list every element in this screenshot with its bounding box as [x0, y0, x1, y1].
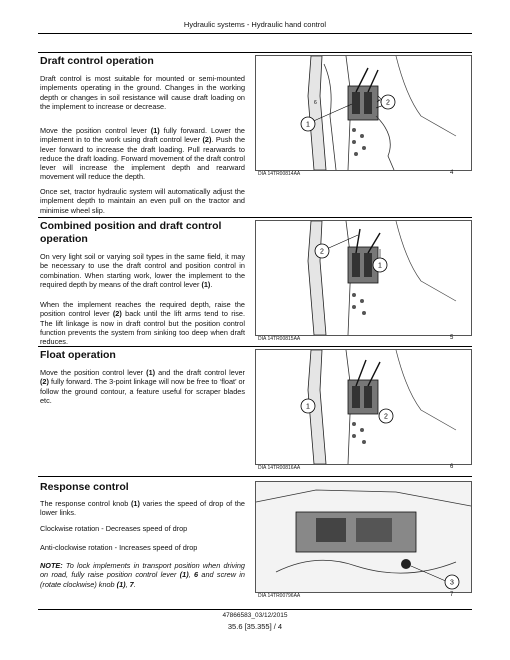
section-rule	[38, 217, 472, 218]
figure-6-float-levers	[255, 349, 472, 465]
section-title-combined: Combined position and draft control operation	[40, 220, 222, 245]
figure-caption: DIA 14TR00815AA	[258, 336, 301, 342]
page-header: Hydraulic systems - Hydraulic hand control	[183, 20, 327, 29]
section-title-float: Float operation	[40, 349, 116, 361]
figure-number: 6	[450, 464, 454, 470]
callout-1	[301, 399, 315, 413]
figure-caption: DIA 14TR00816AA	[258, 465, 301, 471]
callout-3	[445, 575, 459, 589]
figure-7-response-knob	[255, 481, 472, 593]
float-paragraph-1: Move the position control lever (1) and the draft control lever (2) fully forward. The 3-point linkage will now be free to ‘float’ or follow the ground contour, a feature useful for scraper blades etc.	[40, 368, 245, 405]
page-number: 35.6 [35.355] / 4	[227, 622, 283, 631]
svg-text:6: 6	[314, 100, 317, 106]
footer-rule	[38, 609, 472, 610]
section-rule	[38, 346, 472, 347]
header-rule	[38, 33, 472, 34]
figure-number: 5	[450, 335, 454, 341]
callout-1	[301, 117, 315, 131]
figure-5-combined-levers	[255, 220, 472, 336]
figure-caption: DIA 14TR00796AA	[258, 593, 301, 599]
figure-caption: DIA 14TR00814AA	[258, 171, 301, 177]
callout-1	[373, 258, 387, 272]
svg-text:1: 1	[378, 262, 382, 270]
response-note: NOTE: To lock implements in transport position when driving on road, fully raise position control lever (1), 6 and screw in (rotate clockwise) knob (1), 7.	[40, 561, 245, 589]
svg-text:1: 1	[306, 121, 310, 129]
figure-number: 4	[450, 170, 454, 176]
svg-text:2: 2	[320, 248, 324, 256]
combined-paragraph-2: When the implement reaches the required depth, raise the position control lever (2) back until the lift arms tend to rise. The lift linkage is now in draft control but the position control function prevents the system from sinking too deep when draft reduces.	[40, 300, 245, 347]
callout-2	[315, 244, 329, 258]
draft-paragraph-1: Draft control is most suitable for mounted or semi-mounted implements operating in the ground. Changes in the working depth or changes in soil resistance will cause draft loading on the implement to increase or decrease.	[40, 74, 245, 111]
callout-2	[379, 409, 393, 423]
combined-paragraph-1: On very light soil or varying soil types in the same field, it may be necessary to use the draft control and position control in combination. When starting work, lower the implement to the required depth by means of the draft control lever (1).	[40, 252, 245, 289]
callout-2	[381, 95, 395, 109]
svg-text:2: 2	[386, 99, 390, 107]
svg-text:2: 2	[384, 413, 388, 421]
section-title-response: Response control	[40, 481, 129, 493]
figure-number: 7	[450, 592, 454, 598]
section-title-draft: Draft control operation	[40, 55, 154, 67]
draft-paragraph-2: Move the position control lever (1) fully forward. Lower the implement in to the work using draft control lever (2). Push the lever forward to increase the draft loading. Pull rearwards to reduce the draft loading. Forward movement of the draft control lever will increase the implement depth and rearward movement will reduce the depth.	[40, 126, 246, 182]
svg-text:3: 3	[450, 579, 454, 587]
draft-paragraph-3: Once set, tractor hydraulic system will automatically adjust the implement depth to maintain an even pull on the tractor and minimise wheel slip.	[40, 187, 245, 215]
section-rule	[38, 52, 472, 53]
figure-4-draft-levers	[255, 55, 472, 171]
response-paragraph-1: The response control knob (1) varies the speed of drop of the lower links.	[40, 499, 245, 518]
section-rule	[38, 476, 472, 477]
response-paragraph-2: Clockwise rotation - Decreases speed of drop	[40, 524, 188, 533]
document-id: 47866583_03/12/2015	[222, 612, 288, 619]
response-paragraph-3: Anti-clockwise rotation - Increases speed of drop	[40, 543, 198, 552]
svg-text:1: 1	[306, 403, 310, 411]
